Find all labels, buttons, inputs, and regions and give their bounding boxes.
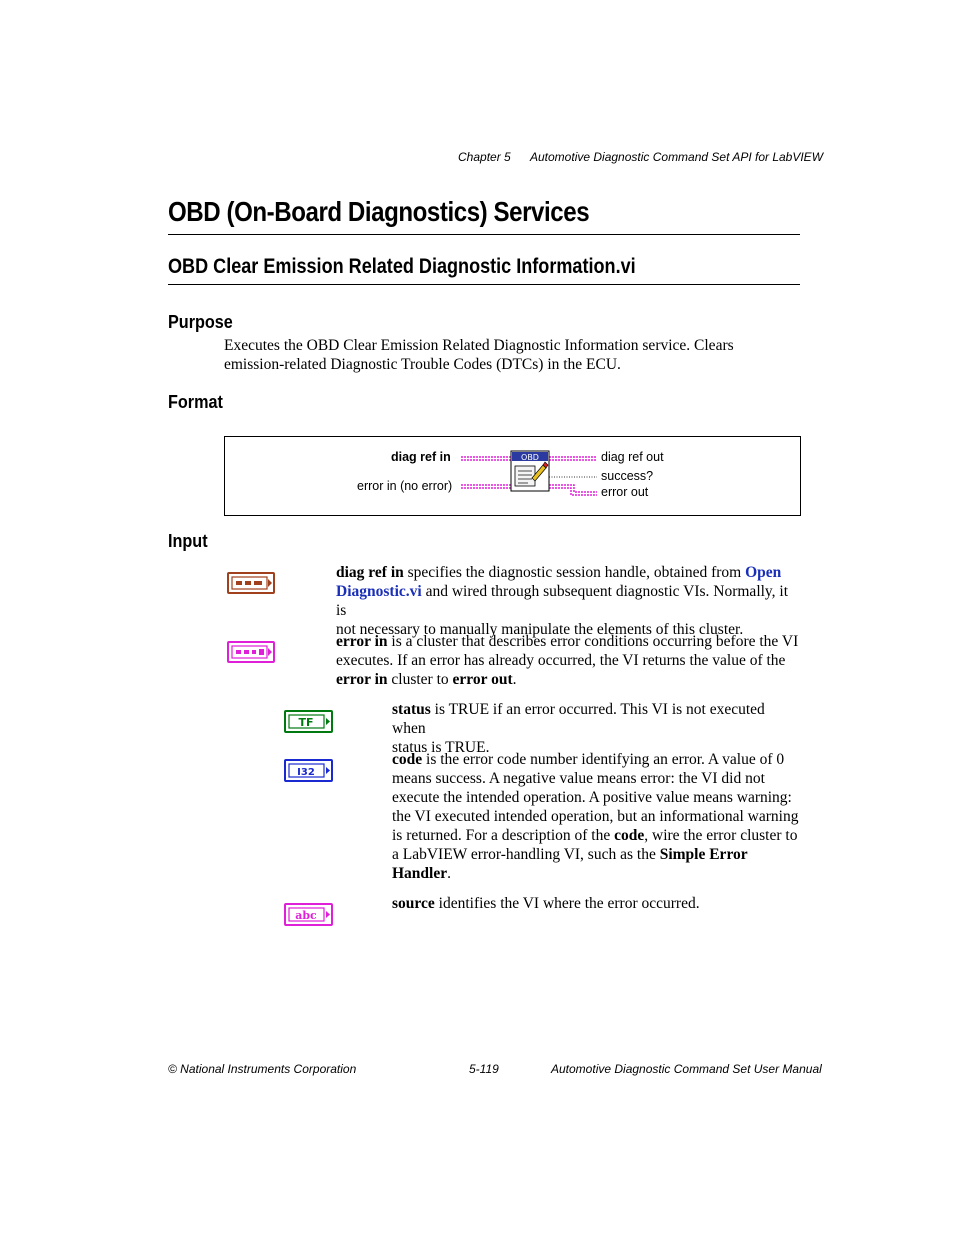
footer-copyright: © National Instruments Corporation — [168, 1062, 357, 1076]
vi-title-rule — [168, 284, 800, 285]
label-diag-ref-in: diag ref in — [391, 450, 451, 464]
vi-icon-label: OBD — [521, 453, 539, 462]
svg-text:abc: abc — [295, 909, 317, 922]
connector-pane-diagram — [224, 436, 801, 516]
link-open-diagnostic[interactable]: Open — [745, 564, 782, 581]
section-rule — [168, 234, 800, 235]
label-diag-ref-out: diag ref out — [601, 450, 664, 464]
footer-manual-title: Automotive Diagnostic Command Set User Manual — [551, 1062, 822, 1076]
param-status: status is TRUE if an error occurred. This VI is not executed when status is TRUE. — [392, 701, 765, 756]
purpose-text: Executes the OBD Clear Emission Related Diagnostic Information service. Clears emission-related Diagnostic Trouble Codes (DTCs) in the ECU. — [224, 337, 734, 373]
obd-vi-icon — [511, 451, 549, 491]
label-error-out: error out — [601, 485, 649, 499]
section-title: OBD (On-Board Diagnostics) Services — [168, 196, 590, 227]
link-open-diagnostic-vi[interactable]: Diagnostic.vi — [336, 583, 422, 600]
boolean-tf-icon — [284, 710, 333, 733]
format-heading: Format — [168, 392, 223, 412]
wire-diag-ref-in — [461, 457, 511, 460]
error-cluster-icon — [227, 641, 275, 663]
wire-diag-ref-out — [549, 457, 597, 460]
header-title: Automotive Diagnostic Command Set API for LabVIEW — [530, 150, 824, 164]
svg-text:I32: I32 — [297, 767, 315, 778]
param-diag-ref-in: diag ref in specifies the diagnostic session handle, obtained from Open Diagnostic.vi and wired through subsequent diagnostic VIs. Normally, it is not necessary to manually manipulate the elements of this cluster. — [336, 564, 789, 638]
wire-error-out — [549, 485, 597, 495]
header-chapter: Chapter 5 — [458, 150, 511, 164]
string-abc-icon — [284, 903, 333, 926]
label-error-in: error in (no error) — [357, 479, 453, 493]
param-code: code is the error code number identifying an error. A value of 0 means success. A negative value means error: the VI did not execute the intended operation. A positive value means warning: the VI executed intended operation, but an informational warning is returned. For a description of the code, wire the error cluster to a LabVIEW error-handling VI, such as the Simple Error Handler. — [392, 751, 799, 882]
param-error-in: error in is a cluster that describes error conditions occurring before the VI executes. If an error has already occurred, the VI returns the value of the error in cluster to error out. — [336, 633, 799, 688]
footer-page-number: 5-119 — [469, 1062, 499, 1076]
svg-text:TF: TF — [298, 716, 314, 729]
int32-icon — [284, 759, 333, 782]
wire-error-in — [461, 485, 511, 488]
cluster-brown-icon — [227, 572, 275, 594]
vi-title: OBD Clear Emission Related Diagnostic Information.vi — [168, 255, 636, 278]
param-source: source identifies the VI where the error occurred. — [392, 895, 700, 912]
purpose-heading: Purpose — [168, 312, 233, 332]
label-success: success? — [601, 469, 654, 483]
input-heading: Input — [168, 531, 208, 551]
